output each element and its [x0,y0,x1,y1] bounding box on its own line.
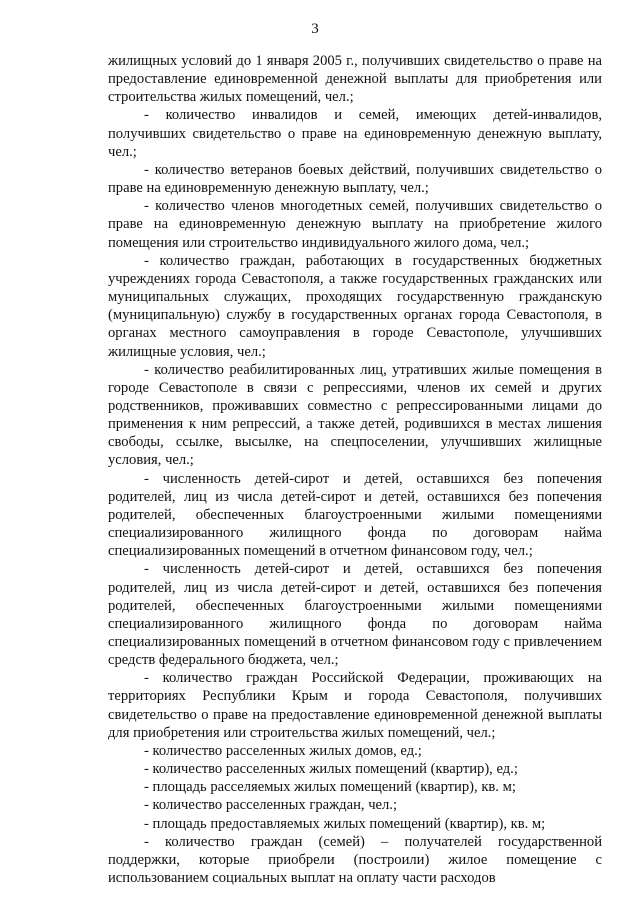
list-item-orphans-housing-federal: - численность детей-сирот и детей, оставшихся без попечения родителей, лиц из числа детей-сирот и детей, оставшихся без попечения родителей, обеспеченных благоустроенными жилыми помещениями специализированного жилищного фонда по договорам найма специализированных помещений в отчетном финансовом году с привлечением средств федерального бюджета, чел.; [108,561,602,669]
paragraph-continuation: жилищных условий до 1 января 2005 г., получивших свидетельство о праве на предоставление единовременной денежной выплаты для приобретения или строительства жилых помещений, чел.; [108,53,602,106]
list-item-resettled-citizens: - количество расселенных граждан, чел.; [144,797,397,814]
list-item-orphans-housing: - численность детей-сирот и детей, оставшихся без попечения родителей, лиц из числа детей-сирот и детей, оставшихся без попечения родителей, обеспеченных благоустроенными жилыми помещениями специализированного жилищного фонда по договорам найма специализированных помещений в отчетном финансовом году, чел.; [108,470,602,560]
list-item-resettled-area: - площадь расселяемых жилых помещений (квартир), кв. м; [144,779,516,796]
list-item-disabled-persons: - количество инвалидов и семей, имеющих детей-инвалидов, получивших свидетельство о праве на единовременную денежную выплату, чел.; [108,107,602,160]
list-item-public-sector-workers: - количество граждан, работающих в государственных бюджетных учреждениях города Севастополя, а также государственных гражданских или муниципальных служащих, проходящих государственную гражданскую (муниципальную) службу в государственных органах города Севастополя, в органах местного самоуправления в городе Севастополе, улучшивших жилищные условия, чел.; [108,252,602,360]
document-body [108,52,602,887]
list-item-combat-veterans: - количество ветеранов боевых действий, получивших свидетельство о праве на единовременную денежную выплату, чел.; [108,161,602,197]
list-item-rehabilitated-persons: - количество реабилитированных лиц, утративших жилые помещения в городе Севастополе в связи с репрессиями, членов их семей и других родственников, проживавших совместно с репрессированными лицами до применения к ним репрессий, а также детей, родившихся в местах лишения свободы, ссылке, высылке, на спецпоселении, улучшивших жилищные условия, чел.; [108,361,602,469]
list-item-resettled-apartments: - количество расселенных жилых помещений (квартир), ед.; [144,761,518,778]
list-item-large-families: - количество членов многодетных семей, получивших свидетельство о праве на единовременную денежную выплату на приобретение жилого помещения или строительство индивидуального жилого дома, чел.; [108,198,602,251]
list-item-resettled-houses: - количество расселенных жилых домов, ед.; [144,742,422,759]
page-number: 3 [311,21,319,37]
list-item-support-recipients: - количество граждан (семей) – получателей государственной поддержки, которые приобрели (построили) жилое помещение с использованием социальных выплат на оплату части расходов [108,833,602,887]
list-item-crimea-sevastopol-citizens: - количество граждан Российской Федерации, проживающих на территориях Республики Крым и города Севастополя, получивших свидетельство о праве на предоставление единовременной денежной выплаты для приобретения или строительства жилых помещений, чел.; [108,670,602,741]
list-item-provided-area: - площадь предоставляемых жилых помещений (квартир), кв. м; [144,815,546,832]
